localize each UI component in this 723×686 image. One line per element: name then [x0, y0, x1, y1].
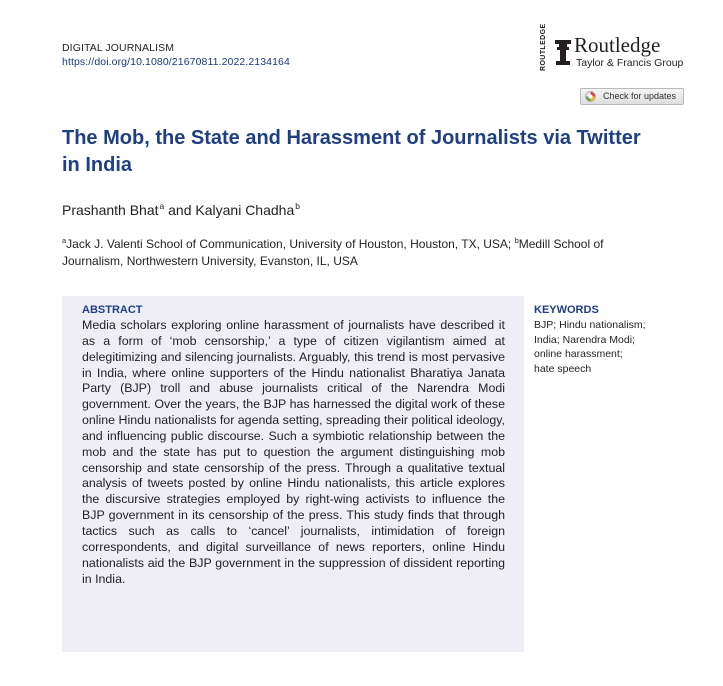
publisher-name: Routledge	[574, 33, 661, 57]
crossmark-icon	[585, 91, 596, 102]
journal-name: DIGITAL JOURNALISM	[62, 42, 175, 54]
author-name: Kalyani Chadha	[195, 202, 295, 218]
check-for-updates-label: Check for updates	[603, 91, 677, 101]
check-for-updates-button[interactable]	[580, 88, 684, 105]
affiliation-text: Jack J. Valenti School of Communication, University of Houston, Houston, TX, USA;	[66, 237, 515, 251]
affiliation-marker: b	[514, 236, 519, 245]
author-list	[62, 201, 300, 218]
keyword-item: online harassment;	[534, 348, 623, 360]
doi-link[interactable]: https://doi.org/10.1080/21670811.2022.2134164	[62, 56, 290, 68]
affiliations	[62, 232, 662, 270]
abstract-heading: ABSTRACT	[82, 304, 143, 316]
publisher-subtitle: Taylor & Francis Group	[576, 57, 684, 69]
keyword-item: India; Narendra Modi;	[534, 333, 635, 346]
article-title: The Mob, the State and Harassment of Journalists via Twitter in India	[62, 127, 641, 176]
author-name: Prashanth Bhat	[62, 202, 159, 218]
affiliation-text: Medill School of Journalism, Northwestern University, Evanston, IL, USA	[62, 237, 604, 268]
keyword-item: BJP; Hindu nationalism;	[534, 319, 646, 331]
publisher-vertical-tag: ROUTLEDGE	[540, 23, 547, 71]
keywords-heading: KEYWORDS	[534, 304, 599, 316]
routledge-tower-icon	[554, 37, 572, 67]
keywords-list	[534, 318, 684, 376]
affiliation-marker: a	[62, 236, 67, 245]
journal-header	[62, 41, 290, 69]
publisher-logo	[540, 23, 690, 73]
author-affiliation-marker: b	[295, 201, 300, 211]
author-affiliation-marker: a	[159, 201, 165, 211]
abstract-text: Media scholars exploring online harassment of journalists have described it as a form of ‘mob censorship,’ a type of citizen vigilantism aimed at delegitimizing and silencing journalists. Arguably, this trend is most pervasive in India, where online supporters of the Hindu nationalist Bharatiya Janata Party (BJP) troll and abuse journalists critical of the Narendra Modi government. Over the years, the BJP has harnessed the digital work of these online Hindu nationalists for agenda setting, spreading their political ideology, and influencing public discourse. Such a symbiotic relationship between the mob and the state has put to question the argument distinguishing mob censorship and state censorship of the press. Through a qualitative textual analysis of tweets posted by online Hindu nationalists, this article explores the discursive strategies employed by right-wing activists to influence the BJP government in its censorship of the press. This study finds that through tactics such as calls to ‘cancel’ journalists, intimidation of foreign correspondents, and digital surveillance of news reporters, online Hindu nationalists aid the BJP government in the suppression of dissident reporting in India.	[82, 318, 505, 586]
author-joiner: and	[168, 202, 192, 218]
keyword-item: hate speech	[534, 362, 592, 375]
